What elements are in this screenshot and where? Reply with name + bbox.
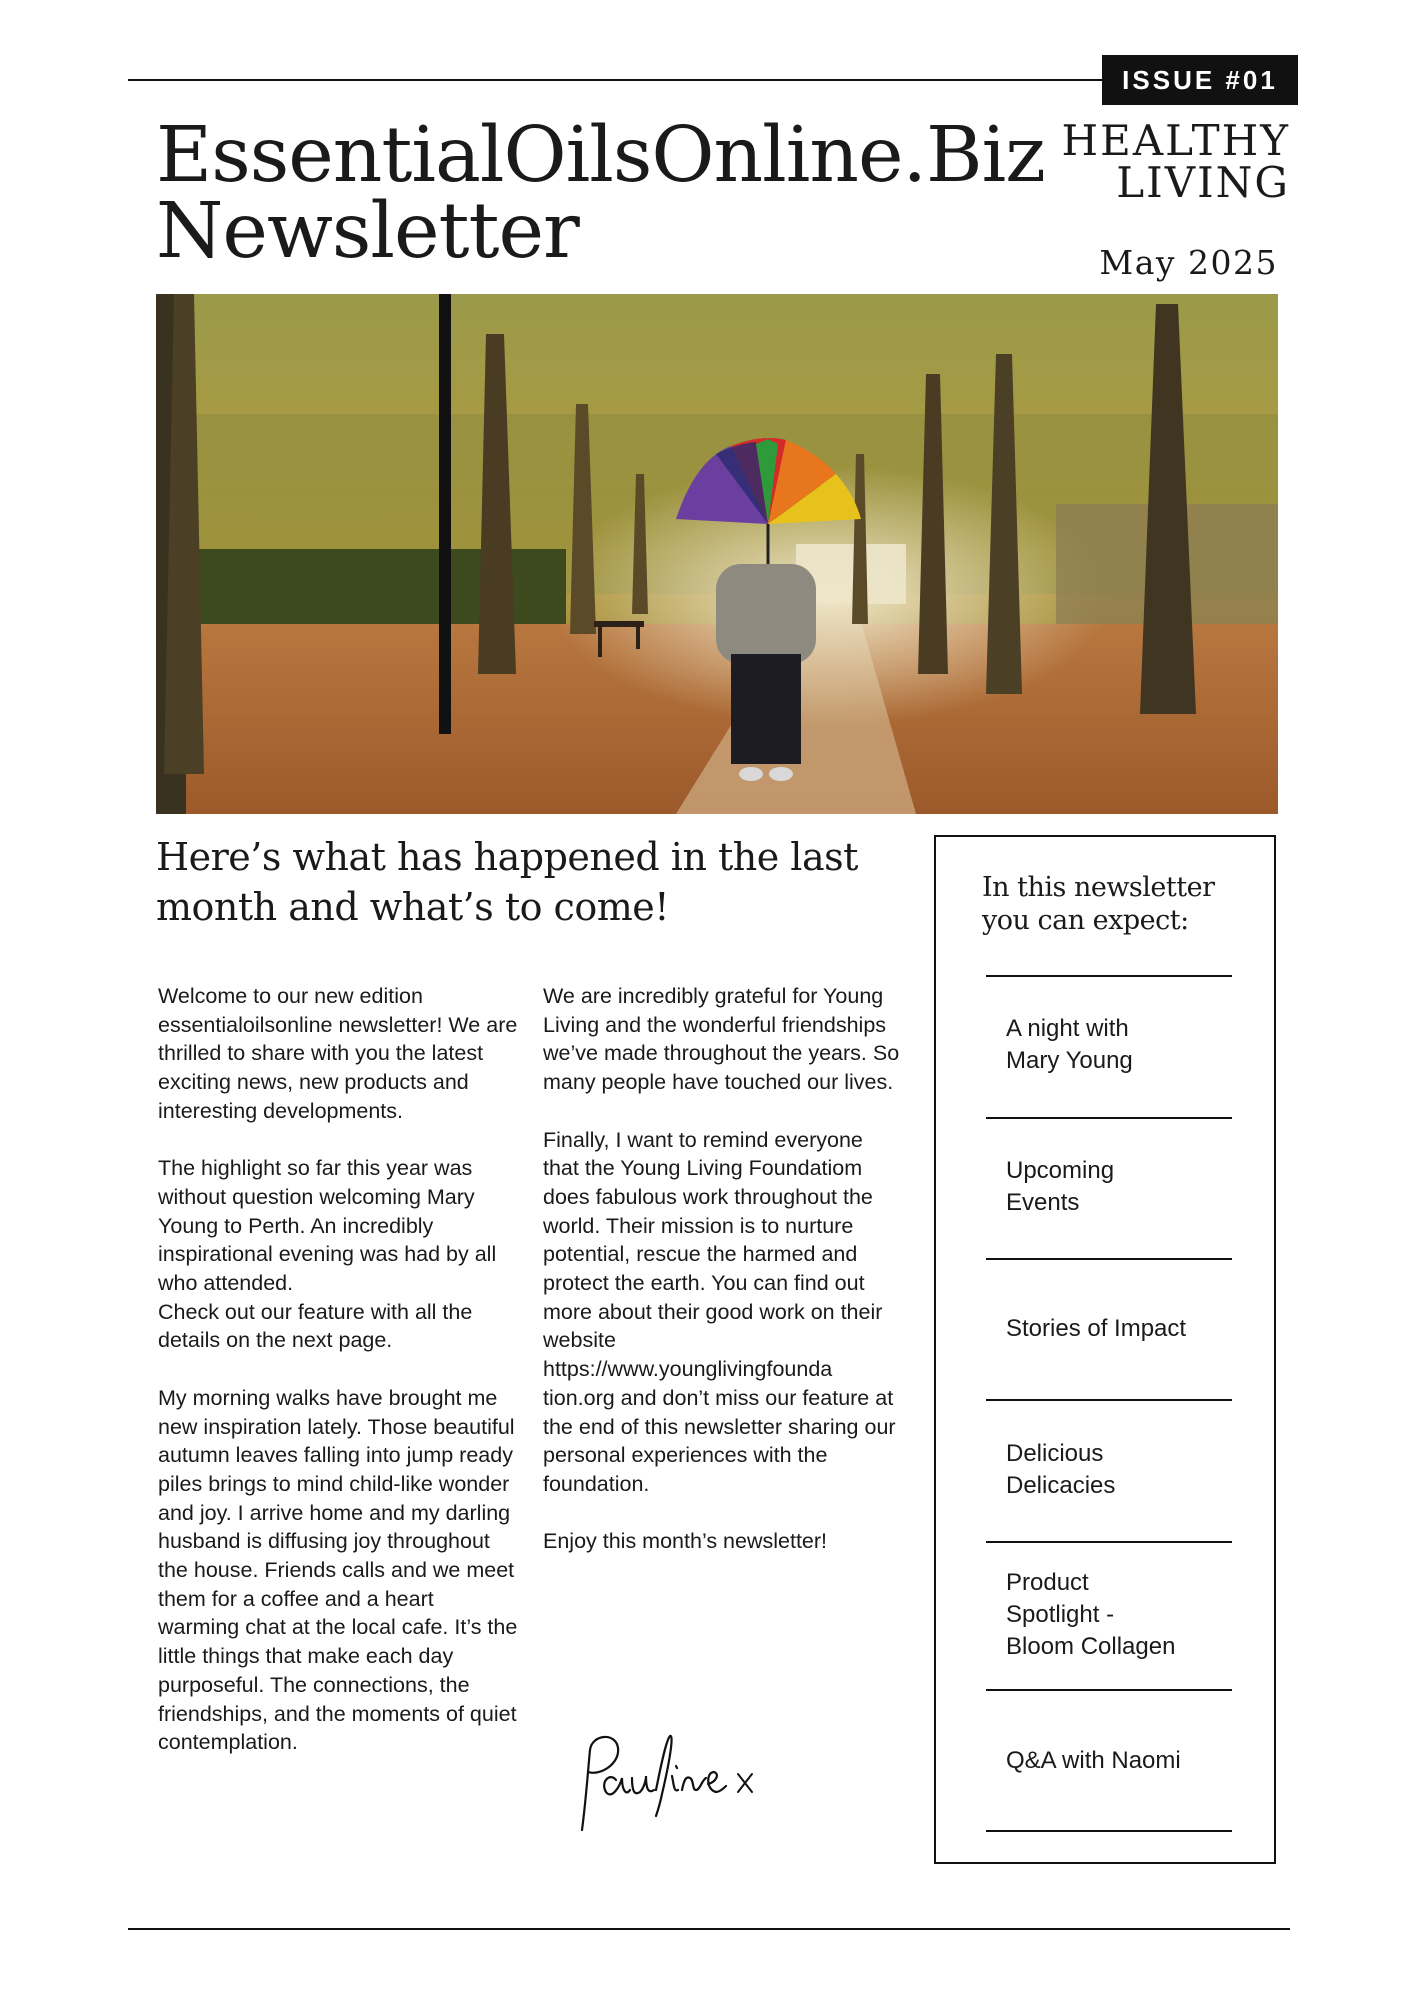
tagline — [1061, 116, 1290, 207]
issue-date: May 2025 — [1099, 243, 1278, 282]
contents-item-upcoming-events[interactable]: Upcoming Events — [1006, 1157, 1115, 1216]
bottom-rule — [128, 1928, 1290, 1930]
autumn-avenue-illustration — [156, 294, 1278, 814]
main-headline: Here’s what has happened in the last month and what’s to come! — [156, 835, 858, 929]
signature-graphic — [570, 1720, 770, 1840]
contents-item-product-spotlight[interactable]: Product Spotlight - Bloom Collagen — [1006, 1569, 1176, 1660]
contents-divider — [986, 1117, 1232, 1119]
contents-heading: In this newsletter you can expect: — [982, 872, 1215, 936]
newsletter-title — [156, 111, 1045, 276]
contents-divider — [986, 1689, 1232, 1691]
contents-divider — [986, 975, 1232, 977]
contents-item-delicious-delicacies[interactable]: Delicious Delicacies — [1006, 1440, 1116, 1499]
title-line-1: EssentialOilsOnline.Biz — [156, 111, 1045, 200]
title-line-2: Newsletter — [156, 187, 579, 276]
contents-divider — [986, 1399, 1232, 1401]
contents-item-qa-naomi[interactable]: Q&A with Naomi — [1006, 1747, 1181, 1774]
signature — [570, 1720, 770, 1840]
hero-photo — [156, 294, 1278, 814]
article-column-2: We are incredibly grateful for Young Living and the wonderful friendships we’ve made throughout the years. So many people have touched our lives. Finally, I want to remind everyone that the Young Living Foundatiom does fabulous work throughout the world. Their mission is to nurture potential, rescue the harmed and protect the earth. You can find out more about their good work on their website https://www.younglivingfounda tion.org and don’t miss our feature at the end of this newsletter sharing our personal experiences with the foundation. Enjoy this month’s newsletter! — [543, 984, 900, 1554]
contents-box — [934, 835, 1276, 1864]
contents-item-mary-young[interactable]: A night with Mary Young — [1006, 1015, 1133, 1074]
top-rule — [128, 79, 1130, 81]
tagline-line-2: LIVING — [1116, 158, 1290, 207]
contents-divider — [986, 1541, 1232, 1543]
contents-item-stories-of-impact[interactable]: Stories of Impact — [1006, 1315, 1187, 1342]
contents-divider — [986, 1830, 1232, 1832]
contents-divider — [986, 1258, 1232, 1260]
issue-badge: ISSUE #01 — [1102, 55, 1298, 105]
tagline-line-1: HEALTHY — [1061, 116, 1290, 165]
article-column-1: Welcome to our new edition essentialoilsonline newsletter! We are thrilled to share with you the latest exciting news, new products and interesting developments. The highlight so far this year was without question welcoming Mary Young to Perth. An incredibly inspirational evening was had by all who attended. Check out our feature with all the details on the next page. My morning walks have brought me new inspiration lately. Those beautiful autumn leaves falling into jump ready piles brings to mind child-like wonder and joy. I arrive home and my darling husband is diffusing joy throughout the house. Friends calls and we meet them for a coffee and a heart warming chat at the local cafe. It’s the little things that make each day purposeful. The connections, the friendships, and the moments of quiet contemplation. — [158, 984, 518, 1755]
